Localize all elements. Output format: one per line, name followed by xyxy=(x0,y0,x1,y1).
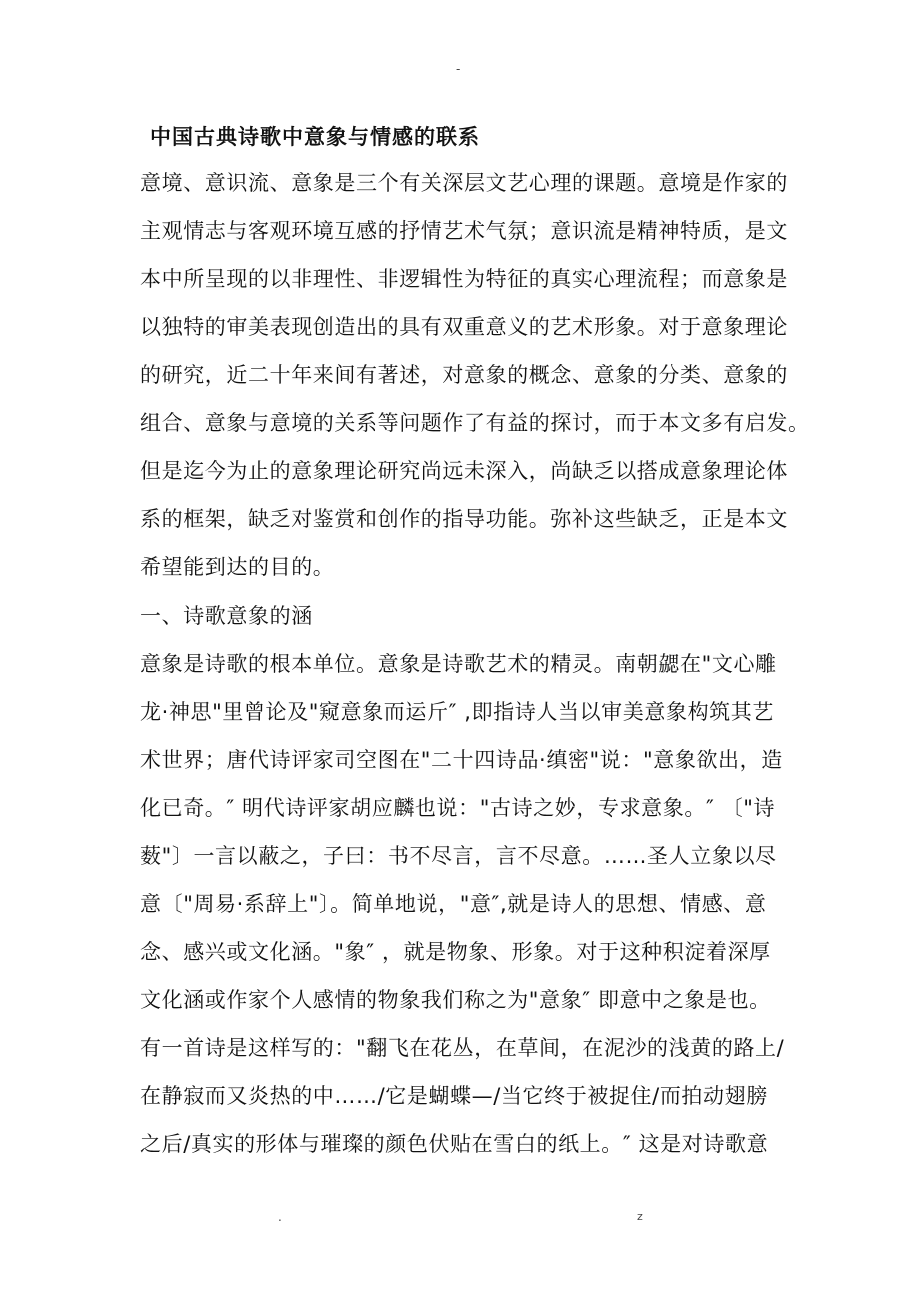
paragraph-line: 薮"〕一言以蔽之，子曰：书不尽言，言不尽意。……圣人立象以尽 xyxy=(140,844,777,868)
paragraph-line: 术世界；唐代诗评家司空图在"二十四诗品·缜密"说："意象欲出，造 xyxy=(140,748,783,772)
paragraph-line: 龙·神思"里曾论及"窥意象而运斤″ ,即指诗人当以审美意象构筑其艺 xyxy=(140,700,774,724)
paragraph-line: 希望能到达的目的。 xyxy=(140,555,335,579)
paragraph-line: 文化涵或作家个人感情的物象我们称之为"意象″ 即意中之象是也。 xyxy=(140,988,771,1012)
paragraph-line: 之后/真实的形体与璀璨的颜色伏贴在雪白的纸上。″ 这是对诗歌意 xyxy=(140,1132,769,1156)
footer-left-mark: . xyxy=(278,1210,282,1224)
document-title: 中国古典诗歌中意象与情感的联系 xyxy=(150,125,480,149)
paragraph-line: 念、感兴或文化涵。"象″ ，就是物象、形象。对于这种积淀着深厚 xyxy=(140,940,771,964)
paragraph-line: 在静寂而又炎热的中……/它是蝴蝶—/当它终于被捉住/而拍动翅膀 xyxy=(140,1084,768,1108)
paragraph-line: 的研究，近二十年来间有著述，对意象的概念、意象的分类、意象的 xyxy=(140,363,788,387)
paragraph-line: 有一首诗是这样写的："翻飞在花丛，在草间，在泥沙的浅黄的路上/ xyxy=(140,1036,785,1060)
paragraph-line: 意〔"周易·系辞上"〕。简单地说，"意″,就是诗人的思想、情感、意 xyxy=(140,892,767,916)
paragraph-line: 化已奇。″ 明代诗评家胡应麟也说："古诗之妙，专求意象。″ 〔"诗 xyxy=(140,796,776,820)
footer-right-mark: z xyxy=(637,1210,643,1223)
paragraph-line: 以独特的审美表现创造出的具有双重意义的艺术形象。对于意象理论 xyxy=(140,315,788,339)
paragraph-line: 主观情志与客观环境互感的抒情艺术气氛；意识流是精神特质，是文 xyxy=(140,219,788,243)
paragraph-line: 组合、意象与意境的关系等问题作了有益的探讨，而于本文多有启发。 xyxy=(140,411,810,435)
paragraph-line: 意境、意识流、意象是三个有关深层文艺心理的课题。意境是作家的 xyxy=(140,171,788,195)
paragraph-line: 本中所呈现的以非理性、非逻辑性为特征的真实心理流程；而意象是 xyxy=(140,267,788,291)
paragraph-line: 意象是诗歌的根本单位。意象是诗歌艺术的精灵。南朝勰在"文心雕 xyxy=(140,652,777,676)
header-mark: - xyxy=(456,62,461,76)
paragraph-line: 系的框架，缺乏对鉴赏和创作的指导功能。弥补这些缺乏，正是本文 xyxy=(140,507,788,531)
section-heading: 一、诗歌意象的涵 xyxy=(140,604,313,628)
paragraph-line: 但是迄今为止的意象理论研究尚远未深入，尚缺乏以搭成意象理论体 xyxy=(140,459,788,483)
